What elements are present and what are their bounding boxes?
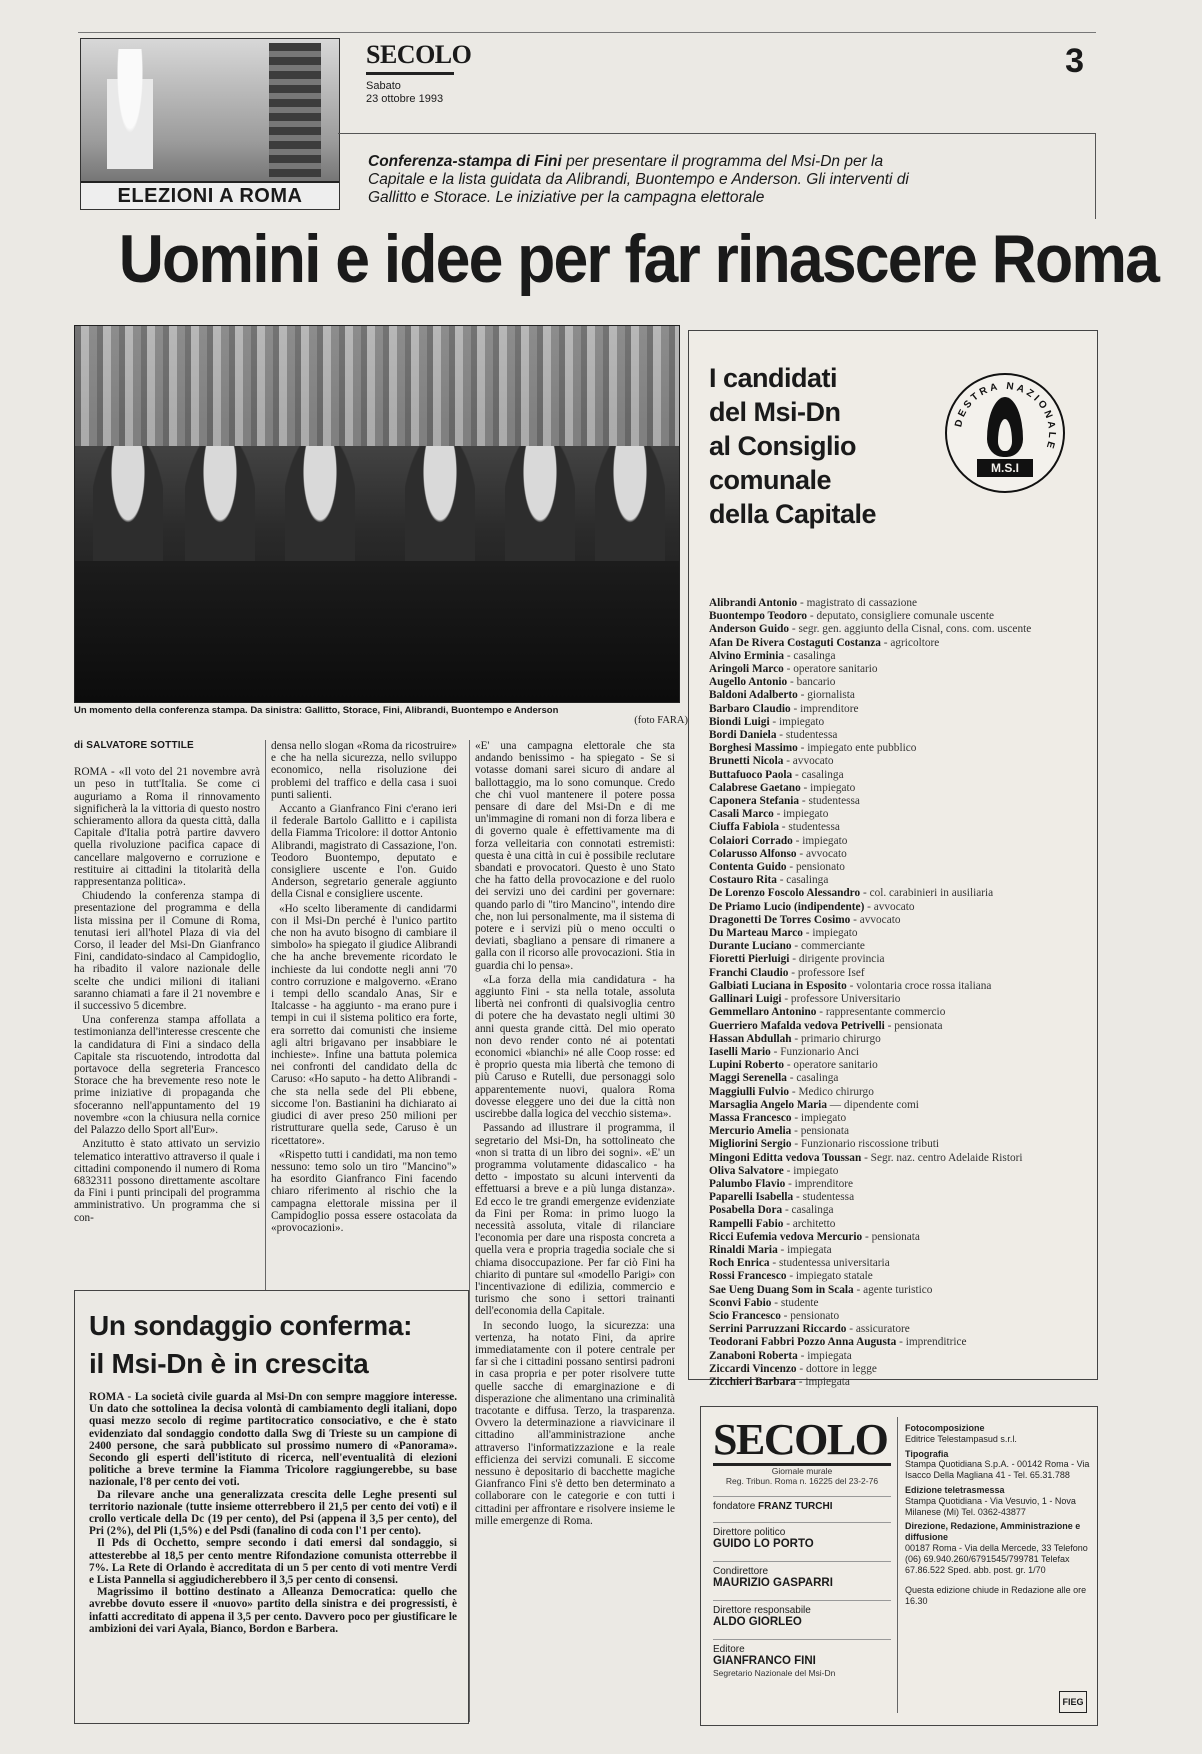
- candidate-role: - impiegato: [773, 808, 829, 821]
- candidate-role: - Funzionario riscossione tributi: [791, 1138, 939, 1151]
- msi-flame-logo: [945, 373, 1065, 493]
- photo-credit: (foto FARA): [634, 715, 688, 726]
- candidate-row: [709, 1323, 1094, 1336]
- candidate-name: Buttafuoco Paola: [709, 768, 793, 781]
- article-paragraph: «E' una campagna elettorale che sta andando benissimo - ha spiegato - Se si votasse domani sarei sicuro di andare al ballottaggio, ma lo sono comunque. Credo che chi vuol mantenere il potere possa pensare di dare del Msi-Dn e di me un'immagine di romani non di forza libera e di governo quale è effettivamente ma di forza velleitaria con connotati estremisti: questa è una città in cui è possibile reclutare sbandati e provocatori. Questo è uno Stato che ha fatto della provocazione e del ruolo dei servizi uno dei cardini per governare: quando parlo di "tiro Mancino", intendo dire che, non lui personalmente, ma il sistema di potere e i servizi più o meno occulti o deviati, sbagliano a pensare di rimanere a galla con il ricorso alle provocazioni. Stia in guardia chi lo pensa».: [475, 740, 675, 972]
- candidate-name: Gallinari Luigi: [709, 993, 782, 1006]
- candidate-row: [709, 1336, 1094, 1349]
- candidate-row: [709, 676, 1094, 689]
- candidate-name: Serrini Parruzzani Riccardo: [709, 1323, 847, 1336]
- candidate-name: Migliorini Sergio: [709, 1138, 792, 1151]
- newspaper-page: [74, 32, 1159, 1722]
- section-photo: [80, 38, 340, 210]
- candidate-name: Dragonetti De Torres Cosimo: [709, 913, 851, 926]
- candidate-name: Caponera Stefania: [709, 795, 800, 808]
- candidate-role: - pensionata: [884, 1019, 943, 1032]
- candidate-name: De Lorenzo Foscolo Alessandro: [709, 887, 861, 900]
- issue-date: [366, 80, 443, 106]
- masthead-rule: [366, 72, 454, 75]
- candidate-role: - impiegata: [795, 1375, 850, 1388]
- candidate-row: [709, 874, 1094, 887]
- candidate-row: [709, 1231, 1094, 1244]
- survey-paragraph: ROMA - La società civile guarda al Msi-Dn con sempre maggiore interesse. Un dato che sottolinea la decisa volontà di cambiamento degli italiani, dopo quasi mezzo secolo di regime partitocratico consociativo, e che è stato evidenziato dal sondaggio condotto dalla Swg di Trieste su un campione di 2400 persone, che sarà pubblicato sul prossimo numero di «Panorama». Secondo gli esperti dell'istituto di ricerca, nell'eventualità di elezioni politiche a breve termine la Fiamma Tricolore raggiungerebbe, su base nazionale, l'8 per cento dei voti.: [89, 1391, 457, 1489]
- candidate-role: - rappresentante commercio: [816, 1006, 946, 1019]
- candidate-name: Anderson Guido: [709, 623, 790, 636]
- candidate-role: - professore Isef: [788, 966, 865, 979]
- main-headline: Uomini e idee per far rinascere Roma: [118, 221, 1159, 297]
- candidates-title-line: del Msi-Dn: [709, 397, 841, 427]
- candidate-name: Gemmellaro Antonino: [709, 1006, 817, 1019]
- person-figure: [285, 446, 355, 576]
- candidate-role: - studentessa: [793, 1191, 855, 1204]
- candidate-name: Franchi Claudio: [709, 966, 789, 979]
- survey-paragraph: Il Pds di Occhetto, sempre secondo i dati emersi dal sondaggio, si attesterebbe al 18,5 per cento mentre Rifondazione comunista otterrebbe il 7%. La Rete di Orlando è accreditata di un 5 per cento di voti mentre Verdi e Lista Pannella si aggiudicherebbero il 3,5 per cento di consensi.: [89, 1537, 457, 1587]
- candidate-row: [709, 1178, 1094, 1191]
- candidate-row: [709, 901, 1094, 914]
- conference-table: [75, 561, 679, 702]
- candidate-name: Costauro Rita: [709, 874, 777, 887]
- candidate-role: - casalinga: [786, 1072, 839, 1085]
- candidate-role: - casalinga: [784, 649, 836, 662]
- candidate-role: - casalinga: [792, 768, 844, 781]
- candidate-name: Ziccardi Vincenzo: [709, 1362, 797, 1375]
- candidate-row: [709, 637, 1094, 650]
- candidate-name: Casali Marco: [709, 808, 774, 821]
- candidate-row: [709, 1059, 1094, 1072]
- candidate-name: Galbiati Luciana in Esposito: [709, 979, 847, 992]
- imprint-separator: [897, 1417, 898, 1713]
- candidate-role: - avvocato: [783, 755, 834, 768]
- candidates-title-line: della Capitale: [709, 499, 877, 529]
- candidate-name: Rampelli Fabio: [709, 1217, 784, 1230]
- responsible-director-name: ALDO GIORLEO: [713, 1616, 802, 1628]
- co-director-name: MAURIZIO GASPARRI: [713, 1577, 833, 1589]
- candidate-row: [709, 610, 1094, 623]
- conference-photo: [74, 325, 680, 703]
- candidate-name: Buontempo Teodoro: [709, 610, 808, 623]
- candidate-row: [709, 1125, 1094, 1138]
- candidate-role: - Funzionario Anci: [770, 1045, 859, 1058]
- candidate-name: Borghesi Massimo: [709, 742, 798, 755]
- article-paragraph: Una conferenza stampa affollata a testimonianza dell'interesse crescente che la candidatura di Fini a sindaco della Capitale sta riscuotendo, introdotta dal portavoce della segreteria Francesco Storace che ha brevemente reso note le prime iniziative di propaganda che sfoceranno nell'appuntamento del 19 novembre «con la chiusura nella cornice del Palazzo dello Sport all'Eur».: [74, 1014, 260, 1137]
- candidate-name: Palumbo Flavio: [709, 1177, 786, 1190]
- survey-title: [89, 1307, 412, 1383]
- imprint-left: [713, 1417, 891, 1717]
- candidate-role: - primario chirurgo: [791, 1032, 881, 1045]
- candidate-name: Bordi Daniela: [709, 729, 777, 742]
- candidate-name: Alibrandi Antonio: [709, 597, 798, 609]
- article-paragraph: Passando ad illustrare il programma, il segretario del Msi-Dn, ha sottolineato che «non si tratta di un libro dei sogni». «E' un programma volutamente didascalico - ha detto - impostato su alcuni interventi da effettuarsi a breve e a più lunga distanza». Ed ecco le tre grandi emergenze evidenziate da Fini per Roma: in primo luogo la necessità assoluta, vitale di rilanciare l'economia per dare una risposta concreta a quella vera e propria tragedia sociale che si chiama disoccupazione. Per far ciò Fini ha chiarito di puntare sul «modello Parigi» con l'incentivazione di edilizia, commercio e turismo che sono i settori trainanti dell'economia della Capitale.: [475, 1122, 675, 1318]
- candidate-name: Rossi Francesco: [709, 1270, 787, 1283]
- imprint-label: [713, 1496, 891, 1512]
- candidate-role: - studentessa: [778, 821, 840, 834]
- founder-label: fondatore: [713, 1501, 756, 1512]
- candidate-name: Mingoni Editta vedova Toussan: [709, 1151, 862, 1164]
- person-figure: [505, 446, 575, 576]
- candidate-row: [709, 742, 1094, 755]
- imprint-right: [905, 1419, 1091, 1607]
- candidate-row: [709, 1363, 1094, 1376]
- candidate-role: — dipendente comi: [826, 1098, 919, 1111]
- article-paragraph: Anzitutto è stato attivato un servizio telematico interattivo attraverso il quale i cittadini componendo il numero di Roma 6832311 possono direttamente ascoltare da Fini i punti principali del programma amministrativo. Un programma che si con-: [74, 1138, 260, 1224]
- candidate-role: - deputato, consigliere comunale uscente: [807, 610, 995, 623]
- candidate-row: [709, 782, 1094, 795]
- article-column-3: [475, 740, 675, 1722]
- candidate-role: - architetto: [783, 1217, 836, 1230]
- candidate-row: [709, 1033, 1094, 1046]
- publisher-name: GIANFRANCO FINI: [713, 1655, 816, 1667]
- candidate-role: - studente: [771, 1296, 819, 1309]
- person-figure: [93, 446, 163, 576]
- article-paragraph: ROMA - «Il voto del 21 novembre avrà un peso in tutt'Italia. Se come ci auguriamo a Roma il rinnovamento significherà la la vittoria di questo nostro schieramento allora da questa città, dalla Capitale d'Italia potrà partire davvero quella rivoluzione pacifica capace di cancellare malgoverno e corruzione e restituire ai cittadini la titolarità della rappresentanza politica».: [74, 766, 260, 889]
- responsible-director-label: Direttore responsabile: [713, 1600, 891, 1616]
- candidate-role: - imprenditore: [790, 702, 859, 715]
- imprint-closing-note: Questa edizione chiude in Redazione alle ore 16.30: [905, 1585, 1087, 1607]
- political-director-label: Direttore politico: [713, 1522, 891, 1538]
- candidate-row: [709, 927, 1094, 940]
- candidate-role: - impiegato statale: [786, 1270, 873, 1283]
- candidate-role: - imprenditore: [785, 1177, 854, 1190]
- candidate-row: [709, 1138, 1094, 1151]
- candidate-name: Paparelli Isabella: [709, 1191, 794, 1204]
- imprint-heading: Tipografia: [905, 1448, 949, 1459]
- survey-title-line-2: il Msi-Dn è in crescita: [89, 1348, 369, 1379]
- candidate-role: - studentessa universitaria: [769, 1257, 890, 1270]
- candidate-row: [709, 795, 1094, 808]
- candidate-name: Colaiori Corrado: [709, 834, 793, 847]
- candidate-row: [709, 1350, 1094, 1363]
- imprint-heading: Fotocomposizione: [905, 1423, 985, 1433]
- person-figure: [405, 446, 475, 576]
- candidate-row: [709, 1297, 1094, 1310]
- candidate-role: - casalinga: [776, 874, 829, 887]
- candidate-name: Biondi Luigi: [709, 715, 770, 728]
- imprint-text: 00187 Roma - Via della Mercede, 33 Telefono (06) 69.940.260/6791545/799781 Telefax 67.86.522 Sped. abb. post. gr. 1/70: [905, 1542, 1088, 1575]
- candidate-name: Baldoni Adalberto: [709, 689, 798, 702]
- candidate-role: - impiegata: [797, 1349, 852, 1362]
- candidate-row: [709, 980, 1094, 993]
- candidate-role: - impiegato: [791, 1111, 847, 1124]
- article-paragraph: In secondo luogo, la sicurezza: una vertenza, ha notato Fini, da aprire immediatamente con il potere centrale per far sì che i cittadini possano sentirsi padroni in casa propria e per poter risolvere tutte quelle sacche di emarginazione e di disperazione che alimentano una criminalità tracotante e diffusa. Terzo, la trasparenza. Ovvero la determinazione a riavvicinare il cittadino all'amministrazione anche attraverso l'informatizzazione e la reale efficienza dei servizi comunali. E siccome nessuno è depositario di bacchette magiche Gianfranco Fini s'è detto ben determinato a collaborare con le categorie e con tutti i cittadini per affrontare e risolvere insieme le mille emergenze di Roma.: [475, 1319, 675, 1527]
- candidate-role: - avvocato: [796, 847, 847, 860]
- logo-badge: M.S.I: [977, 459, 1033, 477]
- issue-day: Sabato: [366, 80, 401, 92]
- candidate-name: Oliva Salvatore: [709, 1164, 784, 1177]
- candidate-row: [709, 808, 1094, 821]
- candidate-name: Barbaro Claudio: [709, 702, 791, 715]
- byline: di SALVATORE SOTTILE: [74, 740, 194, 751]
- imprint-registration: Reg. Tribun. Roma n. 16225 del 23-2-76: [725, 1476, 879, 1486]
- article-paragraph: Chiudendo la conferenza stampa di presentazione del programma e della lista missina per il Comune di Roma, tenutasi ieri all'hotel Plaza di via del Corso, il leader del Msi-Dn Gianfranco Fini, candidato-sindaco al Campidoglio, ha ribadito il valore nazionale delle scelte che undici milioni di italiani saranno chiamati a fare il 21 novembre e il successivo 5 dicembre.: [74, 890, 260, 1013]
- candidate-row: [709, 953, 1094, 966]
- candidate-row: [709, 1046, 1094, 1059]
- candidate-role: - imprenditrice: [896, 1336, 967, 1349]
- candidate-name: Zanaboni Roberta: [709, 1349, 798, 1362]
- candidate-row: [709, 887, 1094, 900]
- candidate-role: - agricoltore: [880, 636, 940, 649]
- candidate-role: - pensionato: [780, 1309, 840, 1322]
- candidate-role: - impiegato: [783, 1164, 839, 1177]
- candidate-row: [709, 689, 1094, 702]
- imprint-heading: Edizione teletrasmessa: [905, 1484, 1005, 1495]
- candidate-role: - commerciante: [791, 940, 865, 953]
- founder-name: FRANZ TURCHI: [758, 1501, 833, 1512]
- candidate-name: Contenta Guido: [709, 861, 787, 874]
- candidate-name: Durante Luciano: [709, 940, 792, 953]
- candidate-name: Scio Francesco: [709, 1309, 781, 1322]
- survey-paragraph: Magrissimo il bottino destinato a Alleanza Democratica: quello che avrebbe dovuto essere il «nuovo» partito della sinistra e dei progressisti, è infatti accreditato di appena il 3,5 per cento. Davvero poco per giustificare le ambizioni dei vari Ayala, Bianco, Bordon e Barbera.: [89, 1586, 457, 1635]
- co-director-label: Condirettore: [713, 1561, 891, 1577]
- imprint-subtitle: Giornale murale: [771, 1466, 833, 1476]
- candidate-role: - avvocato: [850, 913, 901, 926]
- candidate-name: Teodorani Fabbri Pozzo Anna Augusta: [709, 1336, 897, 1349]
- candidate-role: - Medico chirurgo: [789, 1085, 874, 1098]
- issue-date-text: 23 ottobre 1993: [366, 93, 444, 105]
- candidate-row: [709, 848, 1094, 861]
- candidate-role: - operatore sanitario: [784, 1059, 878, 1072]
- candidates-title-line: comunale: [709, 465, 832, 495]
- candidate-row: [709, 1165, 1094, 1178]
- candidate-role: - avvocato: [864, 900, 915, 913]
- candidate-row: [709, 914, 1094, 927]
- candidate-row: [709, 1072, 1094, 1085]
- candidate-row: [709, 1257, 1094, 1270]
- candidate-name: Augello Antonio: [709, 676, 788, 689]
- candidate-role: - impiegata: [777, 1243, 832, 1256]
- candidate-row: [709, 1099, 1094, 1112]
- imprint-text: Editrice Telestampasud s.r.l.: [905, 1433, 1017, 1444]
- candidate-role: - operatore sanitario: [783, 663, 878, 676]
- candidate-row: [709, 1284, 1094, 1297]
- candidate-role: - dottore in legge: [796, 1362, 877, 1375]
- person-figure: [595, 446, 665, 576]
- section-tag: ELEZIONI A ROMA: [81, 181, 339, 209]
- candidate-row: [709, 861, 1094, 874]
- candidate-row: [709, 769, 1094, 782]
- deck-lead: Conferenza-stampa di Fini: [368, 153, 562, 170]
- survey-box: [74, 1290, 469, 1724]
- candidates-title-line: al Consiglio: [709, 431, 857, 461]
- column-rule: [469, 740, 470, 1722]
- candidate-name: Maggiulli Fulvio: [709, 1085, 790, 1098]
- article-column-2: [271, 740, 457, 1290]
- candidate-role: - impiegato: [800, 781, 856, 794]
- candidate-name: Rinaldi Maria: [709, 1243, 778, 1256]
- candidate-name: Sae Ueng Duang Som in Scala: [709, 1283, 854, 1296]
- candidates-box: [688, 330, 1098, 1388]
- candidate-row: [709, 1152, 1094, 1165]
- statue-image: [107, 49, 153, 179]
- candidate-row: [709, 821, 1094, 834]
- candidate-row: [709, 663, 1094, 676]
- candidate-name: Alvino Erminia: [709, 649, 785, 662]
- column-rule: [265, 740, 266, 1290]
- masthead: SECOLO: [366, 40, 472, 69]
- candidate-row: [709, 729, 1094, 742]
- candidate-name: De Priamo Lucio (indipendente): [709, 900, 865, 913]
- candidate-role: - professore Universitario: [781, 993, 901, 1006]
- candidate-name: Fioretti Pierluigi: [709, 953, 790, 966]
- candidate-role: - assicuratore: [846, 1323, 910, 1336]
- candidate-name: Ciuffa Fabiola: [709, 821, 779, 834]
- candidate-role: - magistrato di cassazione: [797, 597, 918, 609]
- candidate-role: - col. carabinieri in ausiliaria: [860, 887, 994, 900]
- article-column-1: [74, 740, 260, 1298]
- candidate-role: - impiegato: [792, 834, 848, 847]
- candidate-name: Roch Enrica: [709, 1257, 770, 1270]
- candidate-row: [709, 1310, 1094, 1323]
- candidate-row: [709, 967, 1094, 980]
- candidate-role: - impiegato: [802, 927, 858, 940]
- candidate-name: Guerriero Mafalda vedova Petrivelli: [709, 1019, 885, 1032]
- candidate-role: - studentessa: [776, 729, 838, 742]
- candidate-row: [709, 1270, 1094, 1283]
- imprint-text: Stampa Quotidiana - Via Vesuvio, 1 - Nova Milanese (Mi) Tel. 0362-43877: [905, 1495, 1076, 1517]
- imprint-box: [700, 1406, 1098, 1726]
- candidate-row: [709, 835, 1094, 848]
- candidate-role: - bancario: [787, 676, 836, 689]
- candidate-row: [709, 1020, 1094, 1033]
- candidate-role: - dirigente provincia: [789, 953, 885, 966]
- article-paragraph: «La forza della mia candidatura - ha aggiunto Fini - sta nella totale, assoluta libertà nei confronti di qualsivoglia centro di potere che ha devastato negli ultimi 30 anni questa grande città. Del mio operato non devo render conto né ai potentati economici «bianchi» né alle Coop rosse: ed è proprio questa mia libertà che temono di più Caruso e Rutelli, due personaggi solo apparentemente nuovi, qualora Roma dovesse eleggere uno dei due la città non uscirebbe dalla logica del vecchio sistema».: [475, 973, 675, 1121]
- curtains: [75, 326, 679, 446]
- imprint-logo: SECOLO: [713, 1417, 891, 1466]
- candidate-row: [709, 623, 1094, 636]
- top-rule: [78, 32, 1096, 33]
- candidate-row: [709, 1191, 1094, 1204]
- candidate-row: [709, 1006, 1094, 1019]
- deck-body: per presentare il programma del Msi-Dn per la Capitale e la lista guidata da Alibrandi, Buontempo e Anderson. Gli interventi di Gallitto e Storace. Le iniziative per la campagna elettorale: [368, 153, 909, 206]
- candidate-role: - pensionata: [862, 1230, 920, 1243]
- candidate-row: [709, 993, 1094, 1006]
- candidate-row: [709, 650, 1094, 663]
- candidate-role: - agente turistico: [853, 1283, 933, 1296]
- candidate-row: [709, 1244, 1094, 1257]
- imprint-text: Stampa Quotidiana S.p.A. - 00142 Roma - Via Isacco Della Magliana 41 - Tel. 65.31.788: [905, 1459, 1090, 1481]
- person-figure: [185, 446, 255, 576]
- tower-image: [269, 43, 321, 183]
- candidate-row: [709, 716, 1094, 729]
- photo-caption: [74, 705, 688, 726]
- candidate-row: [709, 703, 1094, 716]
- candidate-name: Lupini Roberto: [709, 1059, 785, 1072]
- candidate-role: - casalinga: [782, 1204, 834, 1217]
- candidate-row: [709, 1376, 1094, 1389]
- candidate-role: - volontaria croce rossa italiana: [846, 979, 992, 992]
- survey-title-line-1: Un sondaggio conferma:: [89, 1310, 413, 1341]
- article-paragraph: Accanto a Gianfranco Fini c'erano ieri il federale Bartolo Gallitto e i capilista della Fiamma Tricolore: il dottor Antonio Alibrandi, magistrato di Cassazione, l'on. Teodoro Buontempo, deputato e consigliere uscente e l'on. Guido Anderson, segretario generale aggiunto della Cisnal e consigliere uscente.: [271, 803, 457, 901]
- candidate-role: - Segr. naz. centro Adelaide Ristori: [861, 1151, 1023, 1164]
- candidate-name: Mercurio Amelia: [709, 1125, 792, 1138]
- candidate-name: Afan De Rivera Costaguti Costanza: [709, 636, 881, 649]
- logo-ring-text: DESTRA NAZIONALE: [953, 380, 1058, 453]
- candidate-name: Du Marteau Marco: [709, 927, 803, 940]
- candidate-row: [709, 940, 1094, 953]
- imprint-heading: Direzione, Redazione, Amministrazione e diffusione: [905, 1521, 1081, 1543]
- candidate-name: Posabella Dora: [709, 1204, 783, 1217]
- candidate-name: Iaselli Mario: [709, 1045, 771, 1058]
- candidate-role: - impiegato: [769, 715, 825, 728]
- candidate-name: Colarusso Alfonso: [709, 847, 797, 860]
- candidates-list: [709, 597, 1094, 1389]
- candidate-role: - pensionato: [786, 861, 845, 874]
- candidate-name: Sconvi Fabio: [709, 1296, 772, 1309]
- candidate-name: Calabrese Gaetano: [709, 781, 801, 794]
- candidate-role: - segr. gen. aggiunto della Cisnal, cons. com. uscente: [789, 623, 1032, 636]
- candidate-row: [709, 597, 1094, 610]
- political-director-name: GUIDO LO PORTO: [713, 1538, 814, 1550]
- candidate-role: - giornalista: [797, 689, 855, 702]
- publisher-label: Editore: [713, 1639, 891, 1655]
- candidate-row: [709, 1086, 1094, 1099]
- fieg-logo: FIEG: [1059, 1691, 1087, 1713]
- candidate-row: [709, 755, 1094, 768]
- candidate-name: Hassan Abdullah: [709, 1032, 792, 1045]
- candidates-title: [709, 361, 876, 531]
- candidate-row: [709, 1204, 1094, 1217]
- candidates-title-line: I candidati: [709, 363, 838, 393]
- survey-paragraph: Da rilevare anche una generalizzata crescita delle Leghe presenti sul territorio nazionale (tutte insieme otterrebbero il 21,5 per cento dei voti) e il crollo verticale della Dc (19 per cento), del Psi (appena il 3,5 per cento), del Pri (2%), del Pli (1,5%) e del Psdi (fanalino di coda con l'1 per cento).: [89, 1488, 457, 1538]
- candidate-row: [709, 1218, 1094, 1231]
- publisher-role: Segretario Nazionale del Msi-Dn: [713, 1668, 836, 1678]
- article-paragraph: densa nello slogan «Roma da ricostruire» e che ha nella sicurezza, nello sviluppo economico, nella risoluzione dei problemi del traffico e della casa i suoi punti salienti.: [271, 740, 457, 801]
- candidate-name: Brunetti Nicola: [709, 755, 784, 768]
- caption-text: Un momento della conferenza stampa. Da sinistra: Gallitto, Storace, Fini, Alibrandi, Buontempo e Anderson: [74, 705, 559, 716]
- candidate-name: Zicchieri Barbara: [709, 1375, 796, 1388]
- candidate-name: Marsaglia Angelo Maria: [709, 1098, 827, 1111]
- candidate-name: Maggi Serenella: [709, 1072, 787, 1085]
- article-paragraph: «Rispetto tutti i candidati, ma non temo nessuno: temo solo un tiro "Mancino"» ha esordito Gianfranco Fini facendo chiaro riferimento al rischio che la campagna elettorale missina per il Campidoglio possa essere ostacolata da «provocazioni».: [271, 1148, 457, 1234]
- candidate-row: [709, 1112, 1094, 1125]
- candidate-name: Ricci Eufemia vedova Mercurio: [709, 1230, 863, 1243]
- survey-text: [89, 1391, 457, 1635]
- candidate-role: - pensionata: [791, 1125, 850, 1138]
- candidate-role: - impiegato ente pubblico: [797, 742, 917, 755]
- page-number: 3: [1065, 42, 1084, 80]
- article-paragraph: «Ho scelto liberamente di candidarmi con il Msi-Dn perché è l'unico partito che non ha avuto bisogno di cambiare il simbolo» ha spiegato il giudice Alibrandi che ha anche brevemente ricordato le inchieste da lui condotte negli anni '70 contro corruzione e malgoverno. «Erano i tempi dello scandalo Anas, Sir e Italcasse - ha aggiunto - ma erano pure i tempi in cui il sistema politico era forte, era sorretto dai comunisti che insieme agli altri brigavano per insabbiare le inchieste». Infine una battuta polemica nei confronti del candidato della dc Caruso: «Ho saputo - ha detto Alibrandi - che sta nella sede del Pli ebbene, siccome l'on. Bastianini ha dichiarato ai giudici di aver preso 250 milioni per ristrutturare quella sede, Caruso è un ricettatore».: [271, 902, 457, 1147]
- deck-text: [368, 153, 928, 207]
- candidate-name: Massa Francesco: [709, 1111, 792, 1124]
- candidate-role: - studentessa: [799, 795, 860, 808]
- candidate-name: Aringoli Marco: [709, 663, 784, 676]
